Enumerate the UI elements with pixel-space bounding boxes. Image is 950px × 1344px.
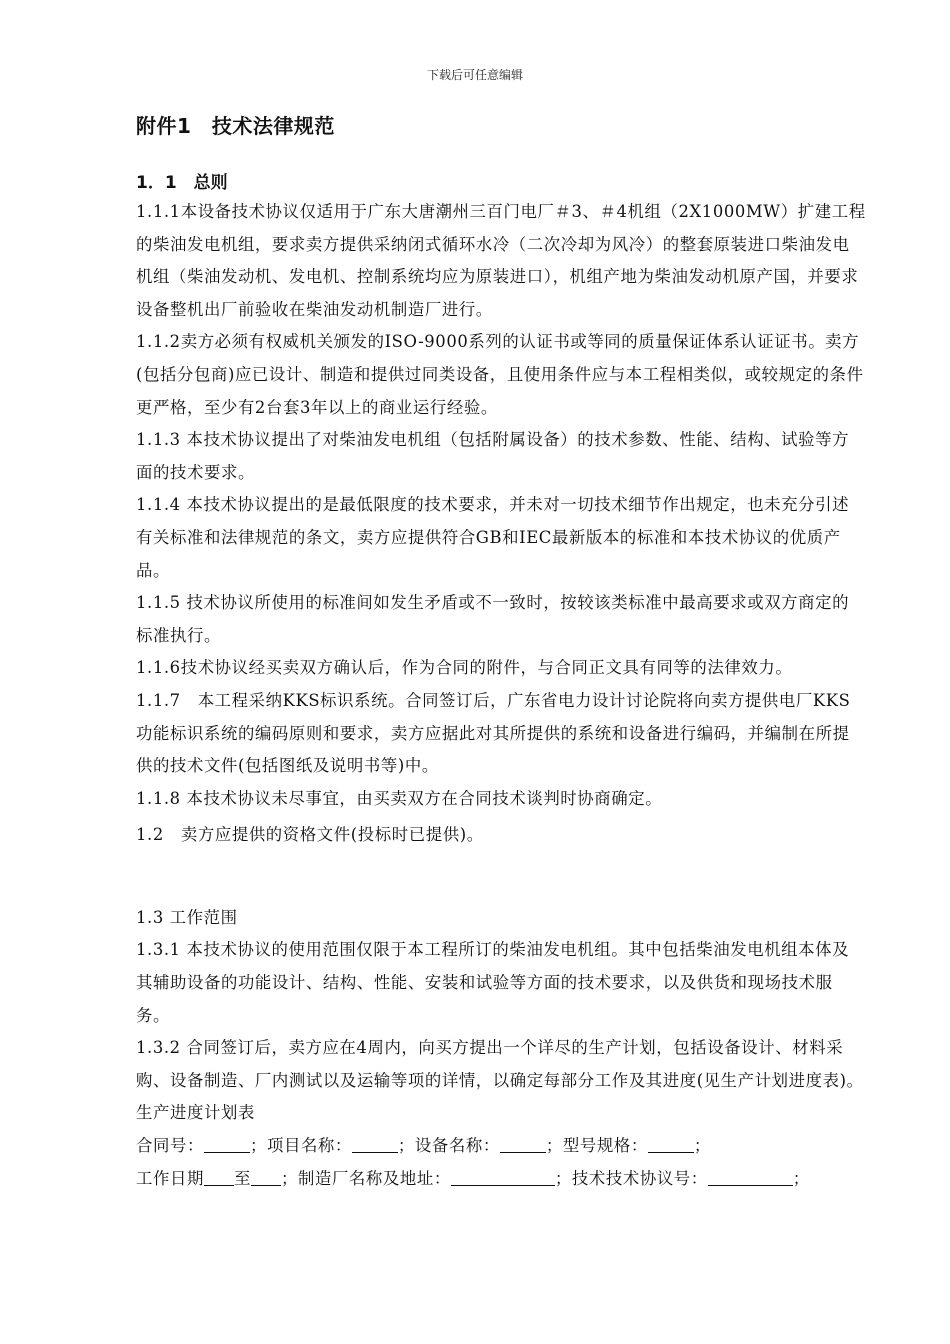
agreement-no-label: ；技术技术协议号： xyxy=(554,1168,708,1188)
section-heading-1-1: 1．1 总则 xyxy=(136,173,228,193)
manufacturer-label: ；制造厂名称及地址： xyxy=(280,1168,451,1188)
contract-no-blank xyxy=(204,1134,250,1153)
model-spec-blank xyxy=(648,1134,694,1153)
manufacturer-blank xyxy=(451,1167,555,1186)
document-body xyxy=(136,108,866,1195)
work-date-label: 工作日期 xyxy=(136,1168,204,1188)
paragraph-1-1-4: 1.1.4 本技术协议提出的是最低限度的技术要求，并未对一切技术细节作出规定，也未充分引述有关标准和法律规范的条文，卖方应提供符合GB和IEC最新版本的标准和本技术协议的优质产品。 xyxy=(136,495,850,580)
project-name-label: ；项目名称： xyxy=(249,1136,352,1156)
document-title: 附件1 技术法律规范 xyxy=(136,114,335,138)
project-name-blank xyxy=(352,1134,398,1153)
paragraph-1-1-5: 1.1.5 技术协议所使用的标准间如发生矛盾或不一致时，按较该类标准中最高要求或双方商定的标准执行。 xyxy=(136,593,850,645)
form-line-work xyxy=(136,1163,866,1196)
paragraph-1-3-2: 1.3.2 合同签订后，卖方应在4周内，向买方提出一个详尽的生产计划，包括设备设计、材料采购、设备制造、厂内测试以及运输等项的详情，以确定每部分工作及其进度(见生产计划进度表)。 xyxy=(136,1038,864,1090)
section-heading-1-3: 1.3 工作范围 xyxy=(136,907,238,927)
model-spec-label: ；型号规格： xyxy=(545,1136,648,1156)
form-line1-end: ； xyxy=(693,1136,711,1156)
paragraph-1-1-7: 1.1.7 本工程采纳KKS标识系统。合同签订后，广东省电力设计讨论院将向卖方提供电厂KKS功能标识系统的编码原则和要求，卖方应据此对其所提供的系统和设备进行编码，并编制在所提供的技术文件(包括图纸及说明书等)中。 xyxy=(136,690,851,776)
paragraph-1-3-1: 1.3.1 本技术协议的使用范围仅限于本工程所订的柴油发电机组。其中包括柴油发电机组本体及其辅助设备的功能设计、结构、性能、安装和试验等方面的技术要求，以及供货和现场技术服务。 xyxy=(136,940,850,1025)
equipment-name-blank xyxy=(500,1134,546,1153)
work-date-start-blank xyxy=(204,1167,234,1186)
form-line2-end: ； xyxy=(792,1168,810,1188)
paragraph-1-1-3: 1.1.3 本技术协议提出了对柴油发电机组（包括附属设备）的技术参数、性能、结构、试验等方面的技术要求。 xyxy=(136,430,850,482)
agreement-no-blank xyxy=(708,1167,793,1186)
plan-table-title: 生产进度计划表 xyxy=(136,1103,255,1123)
contract-no-label: 合同号： xyxy=(136,1136,204,1156)
form-line-contract xyxy=(136,1130,866,1163)
paragraph-1-1-8: 1.1.8 本技术协议未尽事宜，由买卖双方在合同技术谈判时协商确定。 xyxy=(136,788,663,808)
paragraph-1-1-6: 1.1.6技术协议经买卖双方确认后，作为合同的附件，与合同正文具有同等的法律效力。 xyxy=(136,658,793,678)
page-header-note: 下载后可任意编辑 xyxy=(426,68,523,82)
work-date-end-blank xyxy=(251,1167,281,1186)
paragraph-1-1-2: 1.1.2卖方必须有权威机关颁发的ISO-9000系列的认证书或等同的质量保证体系认证证书。卖方 (包括分包商)应已设计、制造和提供过同类设备，且使用条件应与本工程相类似，或较规定的条件更严格，至少有2台套3年以上的商业运行经验。 xyxy=(136,332,864,417)
paragraph-1-1-1: 1.1.1本设备技术协议仅适用于广东大唐潮州三百门电厂＃3、＃4机组（2X1000MW）扩建工程的柴油发电机组，要求卖方提供采纳闭式循环水冷（二次冷却为风冷）的整套原装进口柴油发电机组（柴油发动机、发电机、控制系统均应为原装进口），机组产地为柴油发动机原产国，并要求设备整机出厂前验收在柴油发动机制造厂进行。 xyxy=(136,202,866,319)
section-1-2: 1.2 卖方应提供的资格文件(投标时已提供)。 xyxy=(136,825,484,845)
work-date-to: 至 xyxy=(233,1168,251,1188)
equipment-name-label: ；设备名称： xyxy=(397,1136,500,1156)
